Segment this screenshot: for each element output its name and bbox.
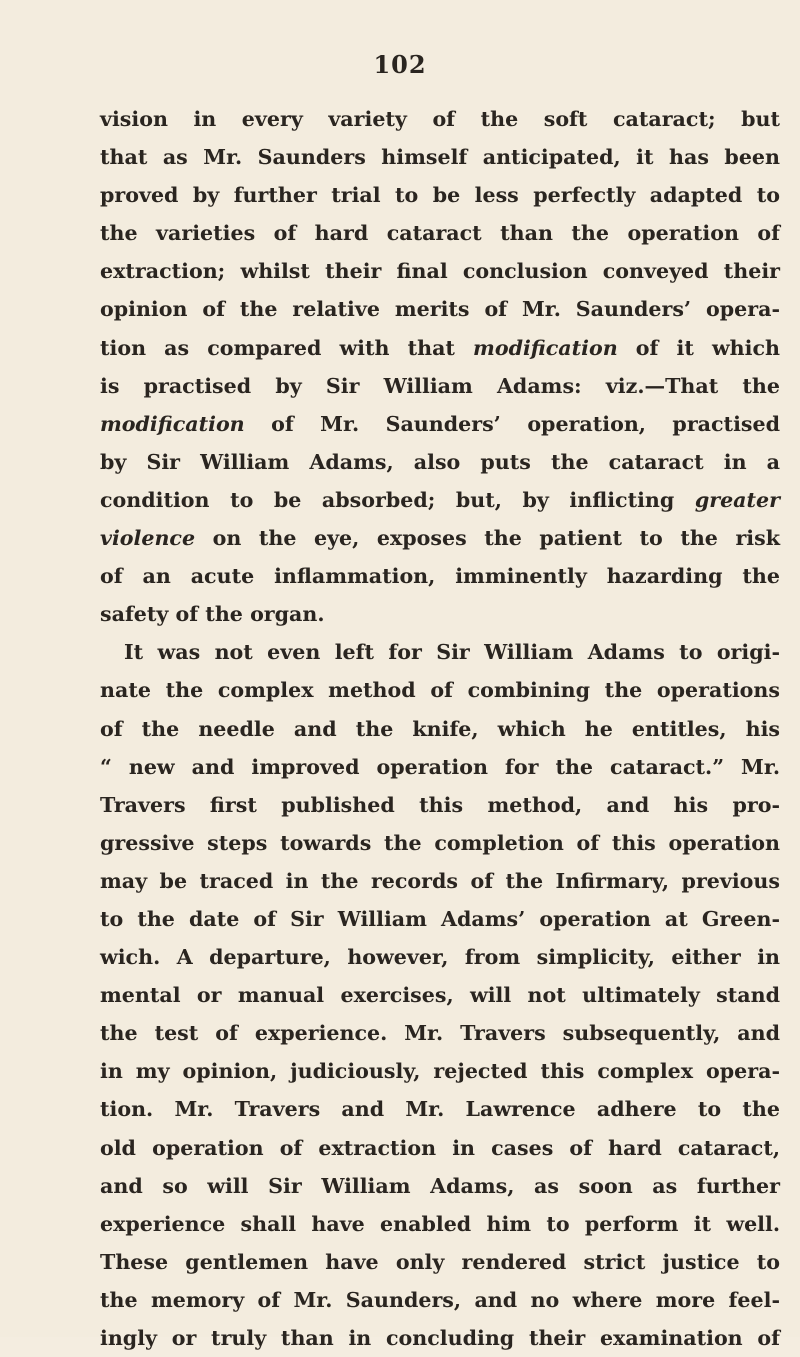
text-segment: tion as compared with that: [100, 335, 474, 360]
text-line: [100, 481, 780, 519]
text-segment: gressive steps towards the completion of this operation: [100, 830, 780, 855]
text-line: [100, 1243, 780, 1281]
text-segment: is practised by Sir William Adams: viz.—That the: [100, 373, 780, 398]
text-segment: opinion of the relative merits of Mr. Saunders’ opera-: [100, 297, 780, 322]
text-segment: the test of experience. Mr. Travers subsequently, and: [100, 1021, 780, 1046]
text-line: [100, 1052, 780, 1090]
text-segment: wich. A departure, however, from simplicity, either in: [100, 945, 780, 970]
text-segment: condition to be absorbed; but, by inflicting: [100, 487, 695, 512]
page-number: 102: [373, 50, 427, 79]
text-line: [100, 671, 780, 709]
text-segment: the varieties of hard cataract than the operation of: [100, 221, 780, 246]
text-segment: extraction; whilst their final conclusion conveyed their: [100, 259, 780, 284]
text-segment: in my opinion, judiciously, rejected this complex opera-: [100, 1059, 780, 1084]
text-line: [100, 862, 780, 900]
text-segment: the memory of Mr. Saunders, and no where more feel-: [100, 1287, 780, 1312]
text-line: [100, 1205, 780, 1243]
text-line: [100, 748, 780, 786]
text-line: [100, 138, 780, 176]
text-segment: Travers first published this method, and his pro-: [100, 792, 780, 817]
text-line: [100, 214, 780, 252]
text-line: [100, 1319, 780, 1357]
italic-text: modification: [100, 411, 245, 436]
text-segment: and so will Sir William Adams, as soon as further: [100, 1173, 780, 1198]
text-segment: proved by further trial to be less perfectly adapted to: [100, 183, 780, 208]
text-line: [100, 1281, 780, 1319]
text-line: [100, 1167, 780, 1205]
text-line: [100, 786, 780, 824]
text-segment: It was not even left for Sir William Adams to origi-: [124, 640, 780, 665]
text-line: [100, 252, 780, 290]
text-segment: vision in every variety of the soft cataract; but: [100, 107, 780, 131]
text-line: [100, 1014, 780, 1052]
text-segment: “ new and improved operation for the cataract.” Mr.: [100, 754, 780, 779]
text-segment: by Sir William Adams, also puts the cataract in a: [100, 449, 780, 474]
text-line: [100, 329, 780, 367]
text-line: [100, 900, 780, 938]
italic-text: modification: [473, 335, 618, 360]
text-line: [100, 405, 780, 443]
text-segment: may be traced in the records of the Infirmary, previous: [100, 868, 780, 893]
text-segment: ingly or truly than in concluding their examination of: [100, 1326, 780, 1350]
text-segment: old operation of extraction in cases of hard cataract,: [100, 1135, 780, 1160]
text-line: [100, 824, 780, 862]
text-line: [100, 938, 780, 976]
text-segment: experience shall have enabled him to perform it well.: [100, 1211, 780, 1236]
text-segment: mental or manual exercises, will not ultimately stand: [100, 983, 780, 1008]
text-line: [100, 710, 780, 748]
text-segment: of the needle and the knife, which he entitles, his: [100, 716, 780, 741]
text-line: [100, 176, 780, 214]
text-line: [100, 100, 780, 138]
text-segment: that as Mr. Saunders himself anticipated, it has been: [100, 145, 780, 170]
text-line: [100, 519, 780, 557]
body-text: [100, 100, 780, 1357]
text-segment: on the eye, exposes the patient to the risk: [195, 526, 780, 551]
text-segment: safety of the organ.: [100, 602, 325, 627]
text-line: [100, 290, 780, 328]
text-segment: These gentlemen have only rendered strict justice to: [100, 1249, 780, 1274]
italic-text: greater: [694, 487, 780, 512]
text-line: [100, 443, 780, 481]
text-line: [100, 633, 780, 671]
text-line: [100, 557, 780, 595]
text-line: [100, 1129, 780, 1167]
text-line: [100, 976, 780, 1014]
text-segment: tion. Mr. Travers and Mr. Lawrence adhere to the: [100, 1097, 780, 1122]
text-segment: of it which: [617, 335, 780, 360]
italic-text: violence: [100, 526, 196, 551]
text-segment: to the date of Sir William Adams’ operation at Green-: [100, 906, 780, 931]
text-segment: of Mr. Saunders’ operation, practised: [244, 411, 780, 436]
text-segment: of an acute inflammation, imminently hazarding the: [100, 564, 780, 589]
text-line: [100, 595, 780, 633]
text-line: [100, 1090, 780, 1128]
text-line: [100, 367, 780, 405]
text-segment: nate the complex method of combining the operations: [100, 678, 780, 703]
